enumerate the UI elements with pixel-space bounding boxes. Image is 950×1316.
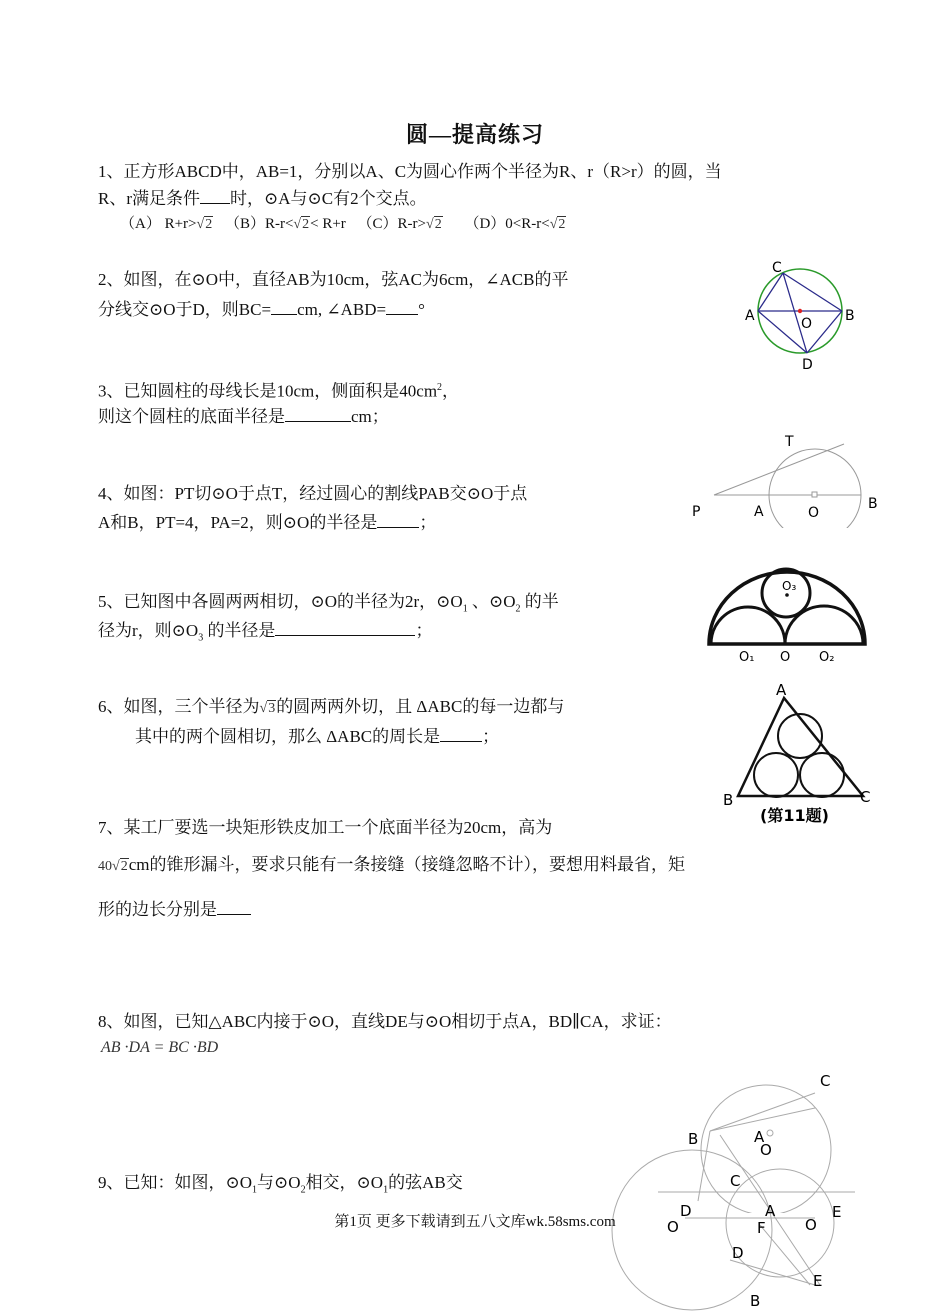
q2-text-a: 分线交⊙O于D，则BC= — [98, 300, 272, 319]
q8-label-a: A — [754, 1128, 765, 1146]
sqrt-2-c: √2 — [426, 217, 442, 232]
q8-label-b: B — [688, 1130, 699, 1148]
q2-label-d: D — [802, 357, 813, 373]
q7-text-b: cm的锥形漏斗，要求只能有一条接缝（接缝忽略不计），要想用料最省，矩 — [128, 855, 685, 874]
q2-bisector-cd — [783, 273, 807, 353]
q1-blank — [200, 185, 230, 204]
q3-text-b: cm； — [351, 407, 389, 426]
q6-blank — [440, 723, 482, 742]
q2-label-c: C — [772, 260, 782, 276]
q2-blank-1 — [271, 296, 297, 315]
q9-label-o2: O — [805, 1216, 817, 1234]
q5-label-o: O — [780, 650, 791, 665]
q6-figure — [718, 678, 883, 828]
q1-option-d: （D）0<R-r< — [464, 216, 550, 232]
q9-label-a: A — [765, 1202, 776, 1220]
q9-label-e2: E — [813, 1272, 823, 1290]
q9-text-d: 的弦AB交 — [388, 1173, 463, 1192]
q5-text-b: 、⊙O — [467, 592, 516, 611]
q4-line2 — [98, 509, 436, 535]
q6-circle-right — [800, 753, 844, 797]
q8-formula: AB ·DA = BC ·BD — [101, 1039, 219, 1056]
q9-text-b: 与⊙O — [257, 1173, 301, 1192]
q5-text-c: 的半 — [520, 592, 559, 611]
q4-label-p: P — [692, 504, 701, 520]
q4-label-t: T — [785, 434, 794, 450]
q9-label-e: E — [832, 1203, 842, 1221]
q6-label-a: A — [776, 681, 787, 699]
sqrt-2-a: √2 — [196, 217, 213, 232]
q6-line2 — [135, 723, 499, 749]
q8-label-c: C — [820, 1072, 831, 1090]
q2-blank-2 — [386, 296, 418, 315]
q3-superscript: 2 — [437, 382, 443, 393]
sqrt-2-q7: √2 — [112, 859, 128, 874]
q2-line2 — [98, 296, 425, 322]
q7-blank — [217, 896, 251, 915]
q9-sub-1: 1 — [252, 1184, 258, 1196]
q3-text-end: ， — [442, 381, 460, 401]
q4-label-a: A — [754, 504, 764, 520]
q9-label-f: F — [757, 1219, 766, 1237]
q8-label-o: O — [760, 1141, 772, 1159]
sqrt-2-b: √2 — [293, 217, 310, 232]
q1-text-b: 时，⊙A与⊙C有2个交点。 — [230, 189, 427, 208]
q5-sub-2: 2 — [515, 603, 521, 615]
q9-line1 — [98, 1171, 463, 1202]
q5-text-d: 径为r，则⊙O — [98, 621, 199, 640]
q4-figure — [688, 428, 888, 528]
q9-sub-3: 1 — [383, 1184, 389, 1196]
q9-text-a: 9、已知：如图，⊙O — [98, 1173, 253, 1192]
q4-label-b: B — [868, 496, 878, 512]
q5-text-f: ； — [415, 621, 433, 640]
q5-center-o3 — [785, 593, 789, 597]
q1-option-b: （B）R-r< — [224, 216, 294, 232]
q3-text-a: 则这个圆柱的底面半径是 — [98, 407, 285, 426]
q2-figure — [740, 255, 870, 375]
q5-label-o2: O₂ — [819, 650, 835, 665]
q9-label-c: C — [730, 1172, 741, 1190]
q2-center-dot — [798, 309, 802, 313]
q1-option-c: （C）R-r> — [357, 216, 426, 232]
q6-circle-left — [754, 753, 798, 797]
q5-line2 — [98, 617, 432, 650]
q4-text-a: A和B，PT=4，PA=2，则⊙O的半径是 — [98, 513, 378, 532]
q5-circle-o3 — [762, 569, 810, 617]
sqrt-3: √3 — [259, 701, 276, 716]
q5-label-o3: O₃ — [782, 579, 797, 593]
q5-figure — [705, 566, 870, 666]
sqrt-2-d: √2 — [549, 217, 566, 232]
q7-line2 — [98, 853, 685, 879]
q4-label-o: O — [808, 505, 820, 521]
q1-line2 — [98, 185, 427, 211]
q5-sub-1: 1 — [462, 603, 468, 615]
q4-line1: 4、如图：PT切⊙O于点T，经过圆心的割线PAB交⊙O于点 — [98, 484, 528, 503]
q9-label-d2: D — [732, 1244, 744, 1262]
q1-line1: 1、正方形ABCD中，AB=1，分别以A、C为圆心作两个半径为R、r（R>r）的圆，当 — [98, 162, 722, 181]
page-title: 圆—提高练习 — [405, 122, 544, 147]
q9-label-o1: O — [667, 1218, 679, 1236]
q7-line3 — [98, 896, 251, 922]
q3-blank — [285, 403, 351, 422]
q6-caption: (第11题) — [760, 806, 829, 825]
q5-text-e: 的半径是 — [203, 621, 276, 640]
q1-option-a: （A） R+r> — [120, 216, 197, 232]
q2-label-a: A — [745, 308, 755, 324]
q2-text-c: ° — [418, 300, 425, 319]
q5-label-o1: O₁ — [739, 650, 755, 665]
q6-line1 — [98, 695, 564, 721]
q4-center-mark — [812, 492, 817, 497]
q1-options — [120, 212, 566, 237]
q2-text-b: cm, ∠ABD= — [297, 300, 387, 319]
q4-text-b: ； — [419, 513, 437, 532]
q7-text-c: 形的边长分别是 — [98, 900, 217, 919]
q6-text-a: 6、如图，三个半径为 — [98, 697, 260, 716]
q3-text: 3、已知圆柱的母线长是10cm，侧面积是40cm — [98, 381, 438, 401]
q2-line1: 2、如图，在⊙O中，直径AB为10cm，弦AC为6cm，∠ACB的平 — [98, 270, 569, 289]
q5-blank — [275, 617, 415, 636]
q5-text-a: 5、已知图中各圆两两相切，⊙O的半径为2r，⊙O — [98, 592, 463, 611]
q2-chord-cb — [783, 273, 842, 311]
q9-sub-2: 2 — [300, 1184, 306, 1196]
q1-option-b-mid: < R+r — [310, 216, 346, 232]
q5-sub-3: 3 — [198, 632, 204, 644]
q1-text-a: R、r满足条件 — [98, 189, 200, 208]
q6-label-c: C — [860, 788, 871, 806]
q6-text-b: 的圆两两外切，且 ΔABC的每一边都与 — [276, 697, 565, 716]
q2-label-b: B — [845, 308, 855, 324]
q7-number: 40 — [98, 859, 112, 874]
q3-line2 — [98, 403, 389, 429]
q9-label-b: B — [750, 1292, 761, 1310]
q5-circle-o2 — [785, 606, 863, 644]
q4-blank — [377, 509, 419, 528]
q4-tangent-pt — [714, 444, 844, 495]
q2-chord-ad — [758, 311, 807, 353]
page-footer: 第1页 更多下载请到五八文库wk.58sms.com — [334, 1214, 616, 1230]
q3-line1 — [98, 376, 459, 404]
q7-line1: 7、某工厂要选一块矩形铁皮加工一个底面半径为20cm，高为 — [98, 818, 553, 837]
q9-text-c: 相交，⊙O — [305, 1173, 384, 1192]
q6-text-c: 其中的两个圆相切，那么 ΔABC的周长是 — [135, 727, 441, 746]
q8-line1: 8、如图，已知△ABC内接于⊙O，直线DE与⊙O相切于点A，BD∥CA，求证： — [98, 1012, 672, 1031]
q2-label-o: O — [801, 316, 813, 332]
q9-label-d: D — [680, 1202, 692, 1220]
q6-text-d: ； — [482, 727, 500, 746]
q6-label-b: B — [723, 791, 734, 809]
